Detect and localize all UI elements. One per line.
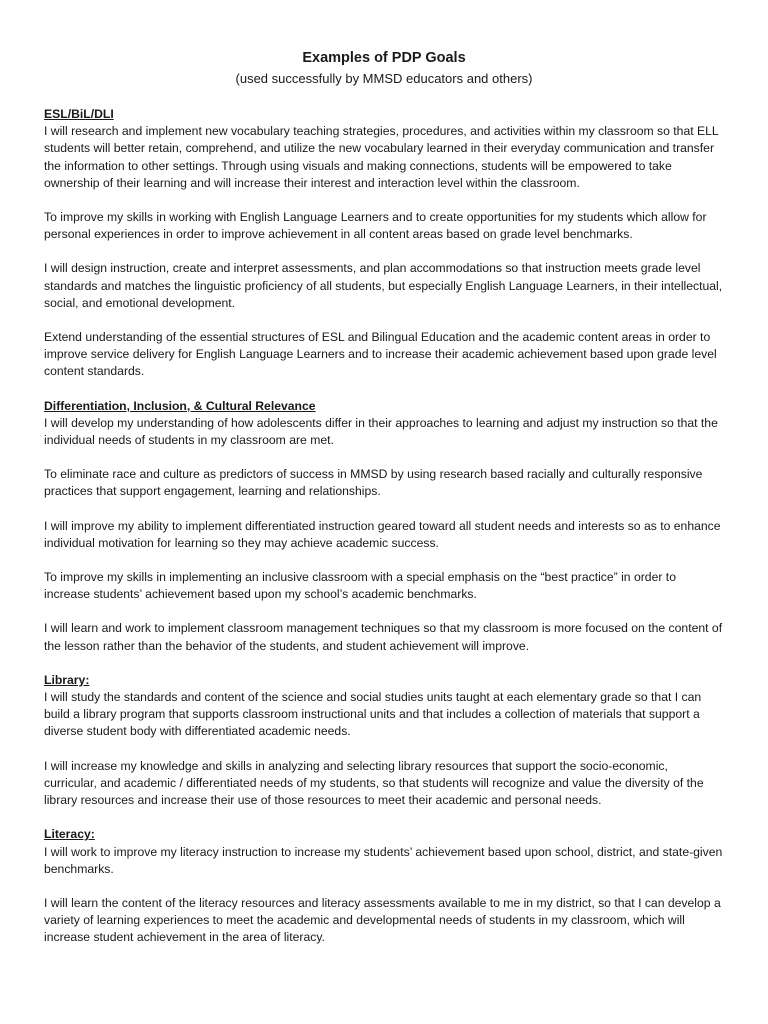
section-heading-library: Library: xyxy=(44,672,90,687)
goal-paragraph: I will study the standards and content of the science and social studies units taught at each elementary grade so that I can build a library program that supports classroom instructional units and that includes a collection of materials that support a diverse student body with differentiated academic needs. xyxy=(44,690,702,739)
page-title: Examples of PDP Goals xyxy=(302,50,466,66)
goal-paragraph: I will research and implement new vocabulary teaching strategies, procedures, and activities within my classroom so that ELL students will better retain, comprehend, and utilize the new vocabulary learned in their everyday communication and transfer the information to other settings. Through using visuals and making connections, students will be empowered to take ownership of their learning and will increase their interest and interaction level within the classroom. xyxy=(44,124,719,190)
goal-paragraph: To improve my skills in working with English Language Learners and to create opportunities for my students which allow for personal experiences in order to improve achievement in all content areas based on grade level benchmarks. xyxy=(44,210,707,242)
goal-paragraph: I will learn and work to implement classroom management techniques so that my classroom is more focused on the content of the lesson rather than the behavior of the students, and student achievement will improve. xyxy=(44,621,723,653)
section-esl xyxy=(44,106,724,381)
section-heading-esl: ESL/BiL/DLI xyxy=(44,107,114,121)
goal-paragraph: I will develop my understanding of how adolescents differ in their approaches to learning and adjust my instruction so that the individual needs of students in my classroom are met. xyxy=(44,415,718,448)
goal-paragraph: To improve my skills in implementing an inclusive classroom with a special emphasis on the “best practice” in order to increase students’ achievement based upon my school’s academic benchmarks. xyxy=(44,570,676,602)
goal-paragraph: I will learn the content of the literacy resources and literacy assessments available to me in my district, so that I can develop a variety of learning experiences to meet the academic and developmental needs of students in my classroom, which will increase student achievement in the area of literacy. xyxy=(44,895,721,945)
page-subtitle: (used successfully by MMSD educators and others) xyxy=(235,71,533,86)
goal-paragraph: I will increase my knowledge and skills in analyzing and selecting library resources that support the socio-economic, curricular, and academic / differentiated needs of my students, so that students will recognize and value the diversity of the library resources and increase their use of those resources to meet their academic and personal needs. xyxy=(44,758,704,808)
goal-paragraph: Extend understanding of the essential structures of ESL and Bilingual Education and the academic content areas in order to improve service delivery for English Language Learners and to increase their academic achievement based upon grade level content standards. xyxy=(44,330,717,379)
section-literacy xyxy=(44,826,724,946)
goal-paragraph: I will improve my ability to implement differentiated instruction geared toward all student needs and interests so as to enhance individual motivation for learning so they may achieve academic success. xyxy=(44,518,721,550)
goal-paragraph: I will work to improve my literacy instruction to increase my students’ achievement based upon school, district, and state-given benchmarks. xyxy=(44,844,723,876)
goal-paragraph: To eliminate race and culture as predictors of success in MMSD by using research based racially and culturally responsive practices that support engagement, learning and relationships. xyxy=(44,467,703,499)
section-differentiation xyxy=(44,398,724,655)
section-heading-differentiation: Differentiation, Inclusion, & Cultural Relevance xyxy=(44,398,316,413)
section-library xyxy=(44,672,724,809)
goal-paragraph: I will design instruction, create and interpret assessments, and plan accommodations so that instruction meets grade level standards and matches the linguistic proficiency of all students, but especially English Language Learners, in their intellectual, social, and emotional development. xyxy=(44,261,723,310)
section-heading-literacy: Literacy: xyxy=(44,827,95,842)
